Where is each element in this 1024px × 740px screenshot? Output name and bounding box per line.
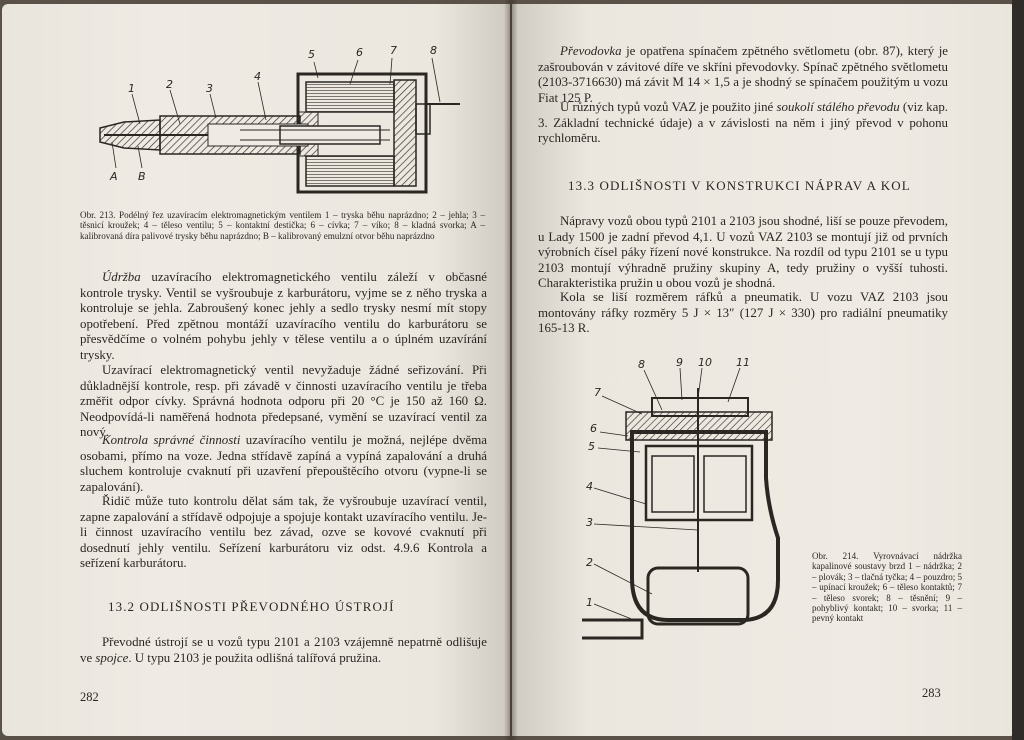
page-edge <box>1012 0 1024 740</box>
fig213-label-6: 6 <box>356 46 363 59</box>
fig214-label-11: 11 <box>736 358 750 369</box>
figure-213-solenoid-valve-section <box>90 44 490 206</box>
right-p2-text-after: (viz kap. 3. Základní technické údaje) a v závislosti na něm i jiný převod v pohonu rychloměru. <box>538 100 948 146</box>
right-paragraph-2 <box>538 100 948 147</box>
right-p2-emphasis: soukolí stálého převodu <box>776 100 900 114</box>
fig214-label-5: 5 <box>588 440 595 453</box>
left-p5-text-after: . U typu 2103 je použita odlišná talířová pružina. <box>128 650 382 665</box>
fig213-label-a: A <box>110 170 118 183</box>
fig214-label-4: 4 <box>586 480 593 493</box>
left-paragraph-1 <box>80 270 487 364</box>
right-p1-text: je opatřena spínačem zpětného světlometu (obr. 87), který je zašroubován v závitové díře ve skříni převodovky. Spínač zpětného světlometu (2103-3716630) má závit M 14 × 1,5 a je shodný se spínačem použitým u vozu Fiat 125 P. <box>538 44 948 105</box>
section-heading-13-2: 13.2 ODLIŠNOSTI PŘEVODNÉHO ÚSTROJÍ <box>108 599 395 614</box>
fig214-label-1: 1 <box>586 596 593 609</box>
figure-214-brake-reservoir <box>582 358 804 660</box>
fig214-label-10: 10 <box>698 358 712 369</box>
page-number-left: 282 <box>80 690 99 704</box>
left-p5-text-before: Převodné ústrojí se u vozů typu 2101 a 2103 vzájemně nepatrně odlišuje ve <box>80 635 487 665</box>
section-heading-13-3: 13.3 ODLIŠNOSTI V KONSTRUKCI NÁPRAV A KOL <box>568 178 911 193</box>
fig214-label-6: 6 <box>590 422 597 435</box>
fig214-label-2: 2 <box>586 556 593 569</box>
fig214-label-8: 8 <box>638 358 645 371</box>
fig213-label-2: 2 <box>166 78 173 91</box>
right-p2-text-before: U různých typů vozů VAZ je použito jiné <box>560 100 777 114</box>
fig213-label-8: 8 <box>430 44 437 57</box>
fig213-label-1: 1 <box>128 82 135 95</box>
right-paragraph-3: Nápravy vozů obou typů 2101 a 2103 jsou shodné, liší se pouze převodem, u Lady 1500 je zadní převod 4,1. U vozů VAZ 2103 se montují již od prvních výrobních čísel páky řízení nové konstrukce. Na rozdíl od typu 2101 se u typu 2103 montují výhradně pružiny skupiny A, tedy pružiny o vyšší tuhosti. Charakteristika pružin u obou vozů je shodná. <box>538 214 948 291</box>
left-paragraph-2: Uzavírací elektromagnetický ventil nevyžaduje žádné seřizování. Při důkladnější kontrole, resp. při závadě v činnosti uzavíracího ventilu je třeba změřit odpor cívky. Správná hodnota odporu při 20 °C je 150 až 160 Ω. Neodpovídá-li naměřená hodnota předepsané, vymění se uzavírací ventil za nový. <box>80 363 487 440</box>
figure-214-caption <box>812 551 962 624</box>
left-p1-text: uzavíracího elektromagnetického ventilu záleží v občasné kontrole trysky. Ventil se vyšroubuje z karburátoru, vyjme se z něho tryska a kontroluje se jehla. Zabroušený konec jehly a sedlo trysky nesmí mít stopy opotřebení. Před zpětnou montáží uzavíracího ventilu do karburátoru se přesvědčíme o volném pohybu jehly v tělese ventilu a o úplném uzavírání trysky. <box>80 270 487 362</box>
page-number-right: 283 <box>922 686 941 700</box>
right-paragraph-1 <box>538 44 948 106</box>
fig214-label-7: 7 <box>594 386 601 399</box>
book-gutter <box>504 0 518 740</box>
left-p3-emphasis: Kontrola správné činnosti <box>102 433 241 447</box>
fig214-label-3: 3 <box>586 516 593 529</box>
left-p5-emphasis: spojce <box>95 650 129 665</box>
right-paragraph-4: Kola se liší rozměrem ráfků a pneumatik. U vozu VAZ 2103 jsou montovány ráfky rozměry 5 J × 13″ (127 J × 330) pro radiální pneumatiky 165-13 R. <box>538 290 948 336</box>
fig213-label-4: 4 <box>254 70 261 83</box>
figure-214-caption-text: Obr. 214. Vyrovnávací nádržka kapalinové soustavy brzd 1 – nádržka; 2 – plovák; 3 – tlačná tyčka; 4 – pouzdro; 5 – upínací kroužek; 6 – těleso kontaktů; 7 – těleso svorek; 8 – těsnění; 9 – pohyblivý kontakt; 10 – svorka; 11 – pevný kontakt <box>812 551 962 624</box>
left-paragraph-3 <box>80 433 487 495</box>
left-paragraph-5 <box>80 635 487 666</box>
fig214-label-9: 9 <box>676 358 683 369</box>
fig213-label-3: 3 <box>206 82 213 95</box>
fig213-label-b: B <box>138 170 146 183</box>
fig213-label-5: 5 <box>308 48 315 61</box>
figure-213-caption-text: Obr. 213. Podélný řez uzavíracím elektromagnetickým ventilem 1 – tryska běhu naprázdno; 2 – jehla; 3 – těsnicí kroužek; 4 – těleso ventilu; 5 – kontaktní destička; 6 – cívka; 7 – víko; 8 – kladná svorka; A – kalibrovaná díra palivové trysky běhu naprázdno; B – kalibrovaný emulzní otvor běhu naprázdno <box>80 210 485 241</box>
left-paragraph-4: Řidič může tuto kontrolu dělat sám tak, že vyšroubuje uzavírací ventil, zapne zapalování a střídavě odpojuje a spojuje kontakt uzavíracího ventilu. Je-li činnost uzavíracího ventilu bez závad, ozve se kovové cvaknutí při dosednutí jehly ventilu. Seřízení karburátoru viz odst. 4.9.6 Kontrola a seřízení karburátoru. <box>80 494 487 571</box>
left-p1-emphasis: Údržba <box>102 270 141 284</box>
right-p1-emphasis: Převodovka <box>560 44 622 58</box>
figure-213-caption <box>80 210 485 241</box>
fig213-label-7: 7 <box>390 44 397 57</box>
left-p3-text: uzavíracího ventilu je možná, nejlépe dvěma osobami, přímo na voze. Jedna střídavě zapíná a vypíná zapalování a druhá sluchem kontroluje cvaknutí při uzavření přepouštěcího otvoru (vypne-li se zapalování). <box>80 433 487 494</box>
